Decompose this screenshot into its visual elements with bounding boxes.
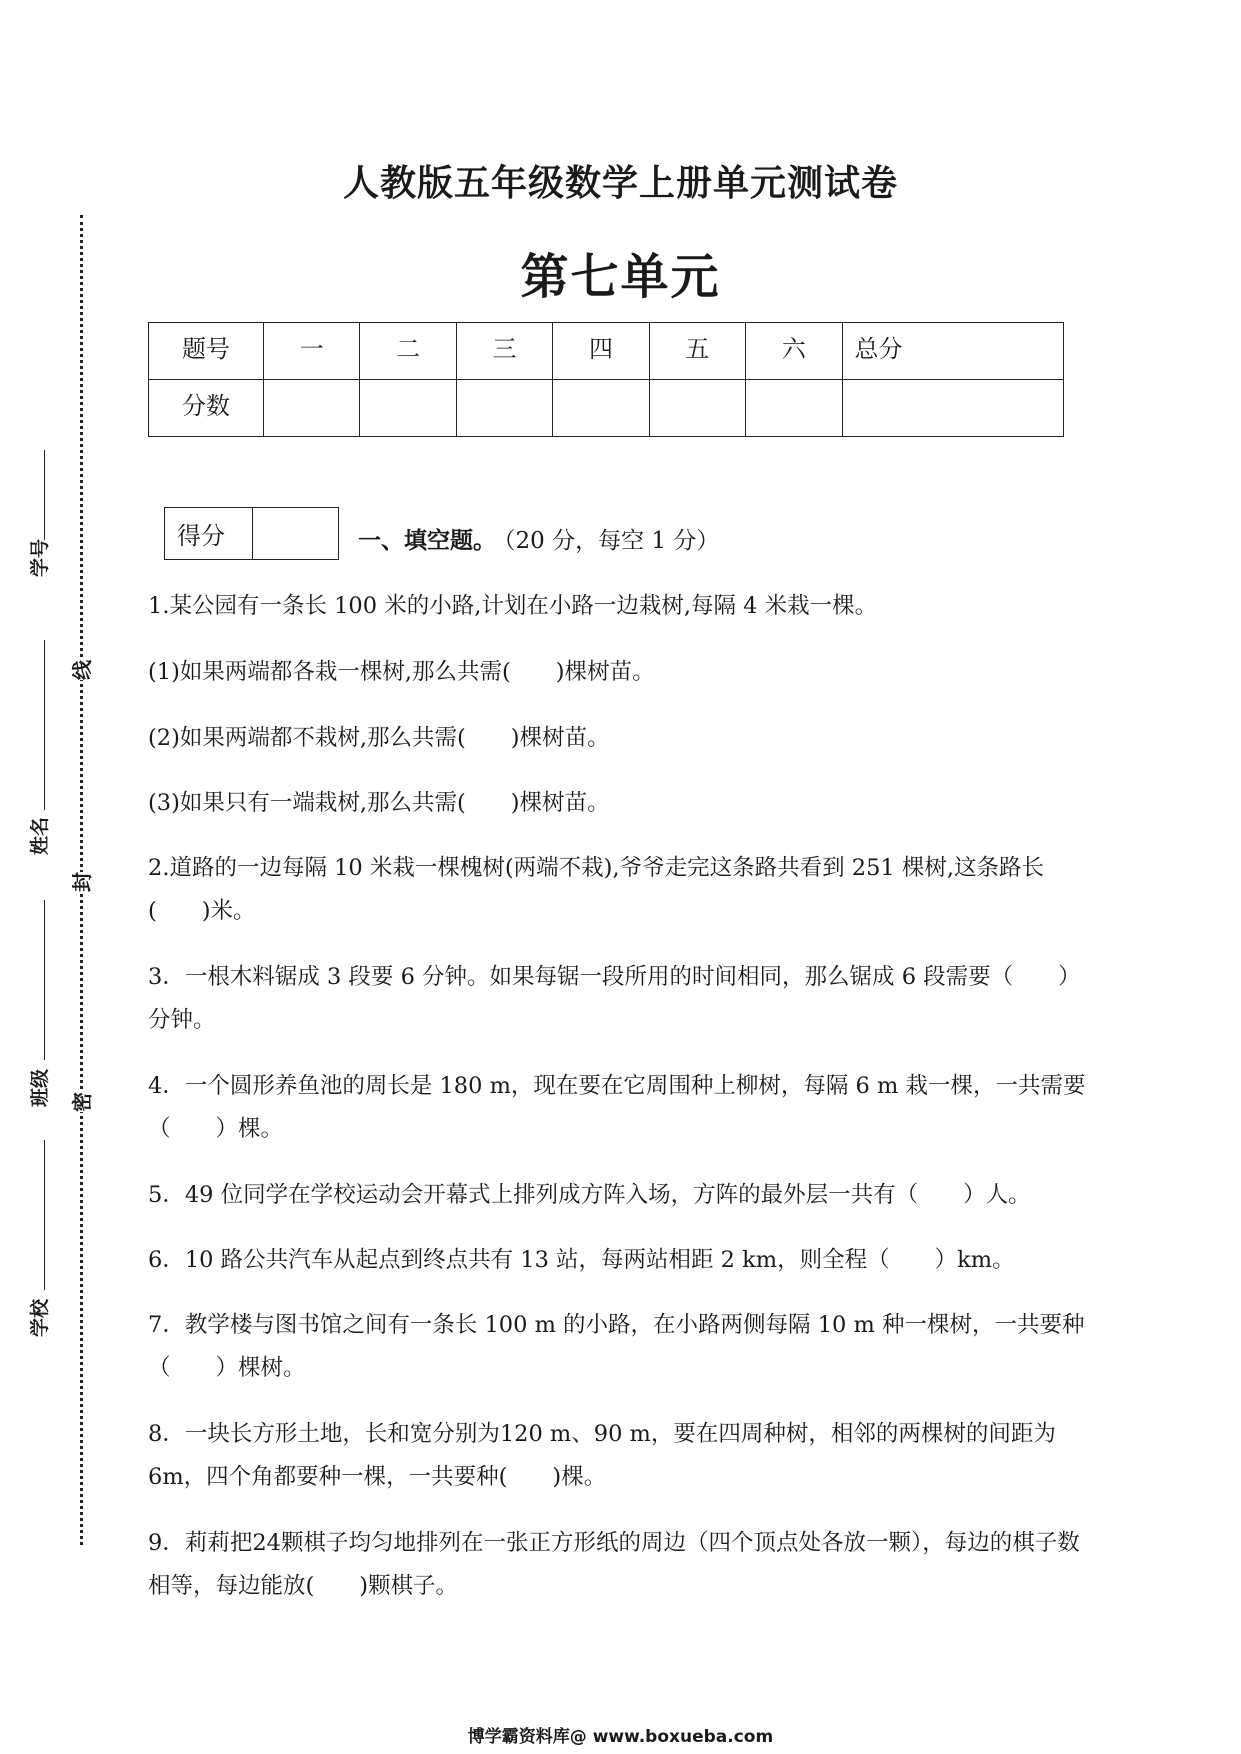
question-6: 6．10 路公共汽车从起点到终点共有 13 站，每两站相距 2 km，则全程（ ）km。 <box>148 1247 1015 1273</box>
school-field[interactable] <box>18 1290 62 1338</box>
student-id-label: 学号 <box>29 539 51 578</box>
seal-char-mi: 密 <box>70 1092 94 1112</box>
score-cell-1[interactable] <box>264 380 360 437</box>
score-col-label: 题号 <box>149 323 264 380</box>
class-blank[interactable] <box>44 900 45 1060</box>
student-id-field[interactable] <box>18 530 62 578</box>
question-1-part-3: (3)如果只有一端栽树,那么共需( )棵树苗。 <box>148 790 610 816</box>
question-5: 5．49 位同学在学校运动会开幕式上排列成方阵入场，方阵的最外层一共有（ ）人。 <box>148 1182 1031 1208</box>
section-title: 一、填空题。 <box>358 528 496 554</box>
question-4: 4．一个圆形养鱼池的周长是 180 m，现在要在它周围种上柳树，每隔 6 m 栽一棵，一共需要（ ）棵。 <box>148 1073 1086 1142</box>
page-title: 人教版五年级数学上册单元测试卷 <box>342 163 898 204</box>
section-note: （20 分，每空 1 分） <box>504 528 720 554</box>
score-cell-2[interactable] <box>360 380 456 437</box>
school-blank[interactable] <box>44 1140 45 1290</box>
section-score-cell[interactable] <box>253 508 339 560</box>
score-cell-5[interactable] <box>649 380 745 437</box>
question-1-part-1: (1)如果两端都各栽一棵树,那么共需( )棵树苗。 <box>148 659 655 685</box>
question-9: 9．莉莉把24颗棋子均匀地排列在一张正方形纸的周边（四个顶点处各放一颗），每边的棋子数相等，每边能放( )颗棋子。 <box>148 1530 1080 1599</box>
section-score-box <box>164 507 339 560</box>
score-col-3: 三 <box>456 323 552 380</box>
unit-title: 第七单元 <box>520 249 721 305</box>
question-7: 7．教学楼与图书馆之间有一条长 100 m 的小路，在小路两侧每隔 10 m 种一棵树，一共要种（ ）棵树。 <box>148 1312 1085 1381</box>
score-row-label: 分数 <box>149 380 264 437</box>
score-col-4: 四 <box>553 323 649 380</box>
student-id-blank[interactable] <box>44 450 45 540</box>
score-cell-6[interactable] <box>746 380 842 437</box>
score-cell-4[interactable] <box>553 380 649 437</box>
score-cell-total[interactable] <box>842 380 1063 437</box>
score-col-1: 一 <box>264 323 360 380</box>
question-1: 1.某公园有一条长 100 米的小路,计划在小路一边栽树,每隔 4 米栽一棵。 <box>148 593 878 619</box>
seal-char-xian: 线 <box>70 660 94 680</box>
score-table-header-row <box>149 323 1064 380</box>
section-score-label: 得分 <box>165 508 253 560</box>
footer-watermark: 博学霸资料库@ www.boxueba.com <box>467 1727 774 1747</box>
score-cell-3[interactable] <box>456 380 552 437</box>
question-1-part-2: (2)如果两端都不栽树,那么共需( )棵树苗。 <box>148 725 610 751</box>
section-heading <box>358 522 719 555</box>
question-3: 3．一根木料锯成 3 段要 6 分钟。如果每锯一段所用的时间相同，那么锯成 6 段需要（ ）分钟。 <box>148 964 1081 1033</box>
score-col-2: 二 <box>360 323 456 380</box>
name-label: 姓名 <box>29 817 51 856</box>
seal-char-feng: 封 <box>70 872 94 892</box>
score-col-6: 六 <box>746 323 842 380</box>
score-table <box>148 322 1064 437</box>
question-2: 2.道路的一边每隔 10 米栽一棵槐树(两端不栽),爷爷走完这条路共看到 251 棵树,这条路长( )米。 <box>148 855 1045 924</box>
question-8: 8．一块长方形土地，长和宽分别为120 m、90 m，要在四周种树，相邻的两棵树的间距为6m，四个角都要种一棵，一共要种( )棵。 <box>148 1421 1056 1490</box>
name-blank[interactable] <box>44 640 45 810</box>
class-field[interactable] <box>18 1060 62 1108</box>
class-label: 班级 <box>29 1069 51 1108</box>
score-col-total: 总分 <box>842 323 1063 380</box>
score-col-5: 五 <box>649 323 745 380</box>
school-label: 学校 <box>29 1299 51 1338</box>
score-table-score-row <box>149 380 1064 437</box>
name-field[interactable] <box>18 808 62 856</box>
